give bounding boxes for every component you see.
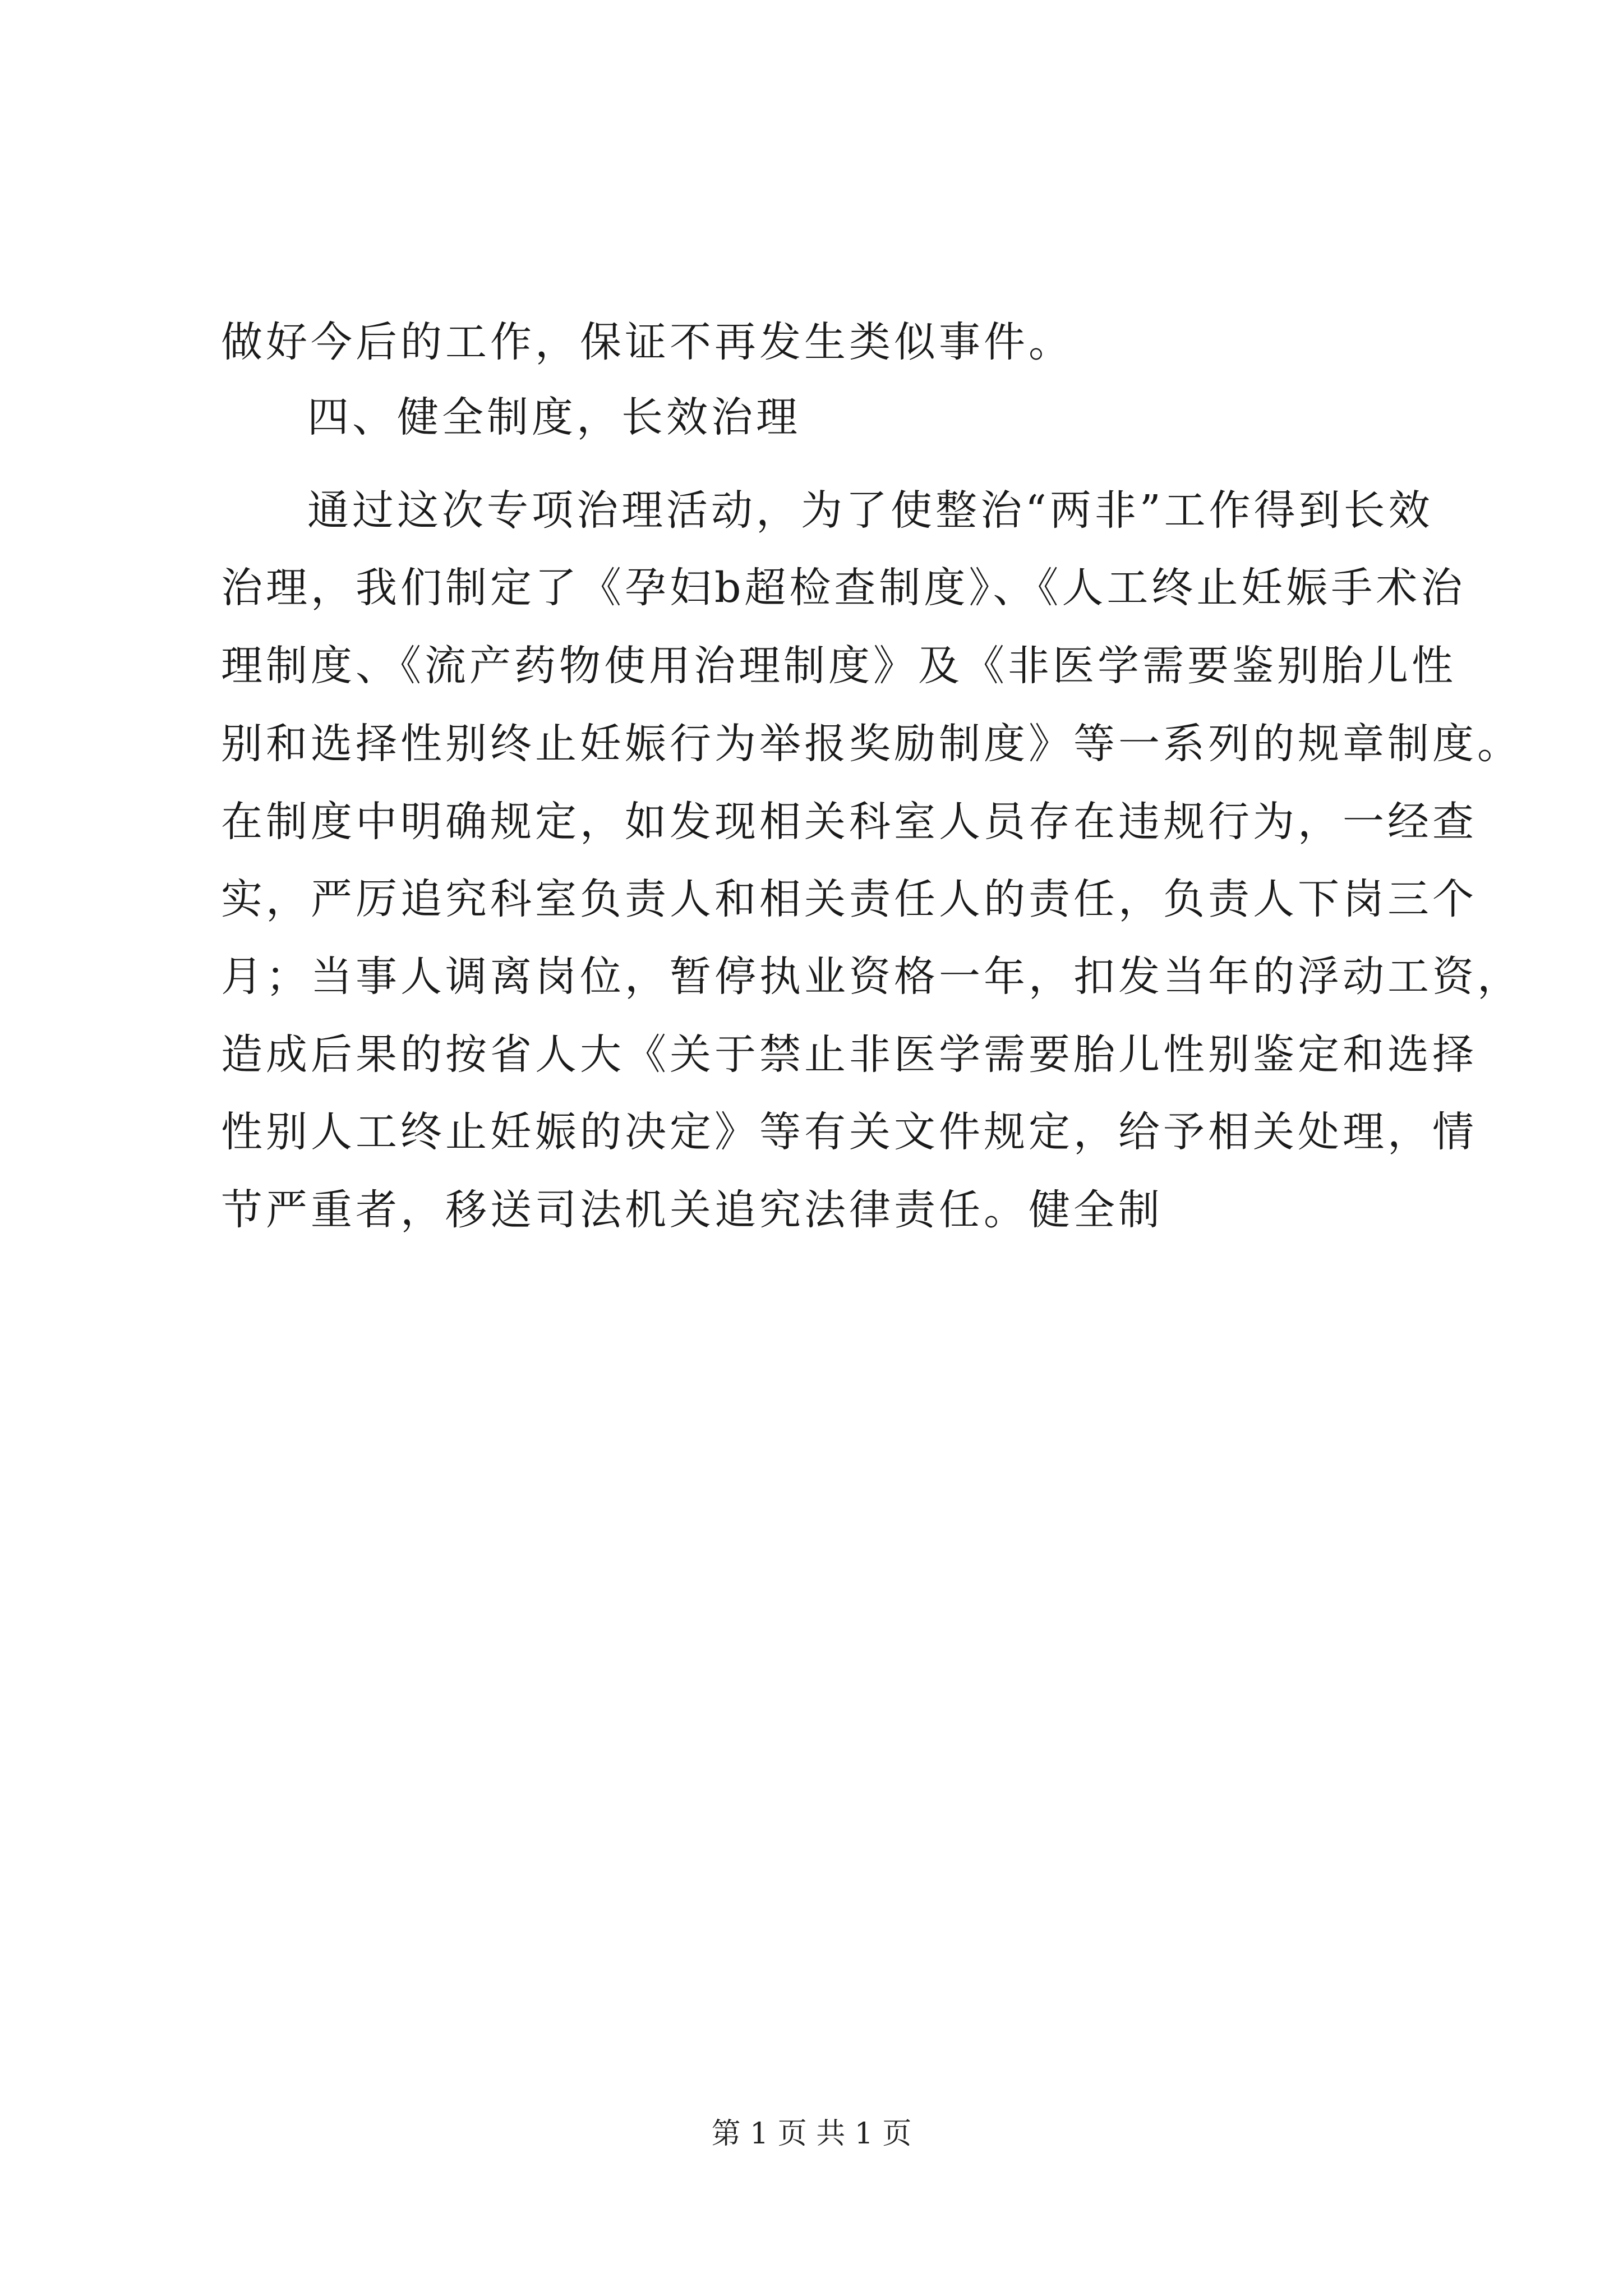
body-line-3: 通过这次专项治理活动，为了使整治“两非”工作得到长效 xyxy=(307,486,1433,535)
body-line-5: 理制度、《流产药物使用治理制度》及《非医学需要鉴别胎儿性 xyxy=(221,642,1456,690)
body-line-9: 月；当事人调离岗位，暂停执业资格一年，扣发当年的浮动工资， xyxy=(221,953,1522,1001)
body-line-7: 在制度中明确规定，如发现相关科室人员存在违规行为，一经查 xyxy=(221,798,1477,846)
body-line-8: 实，严厉追究科室负责人和相关责任人的责任，负责人下岗三个 xyxy=(221,875,1477,923)
body-line-1: 做好今后的工作，保证不再发生类似事件。 xyxy=(221,318,1073,366)
body-line-4: 治理，我们制定了《孕妇b超检查制度》、《人工终止妊娠手术治 xyxy=(221,564,1466,612)
page-number-footer: 第 1 页 共 1 页 xyxy=(711,2117,912,2151)
body-line-10: 造成后果的按省人大《关于禁止非医学需要胎儿性别鉴定和选择 xyxy=(221,1030,1477,1079)
body-line-11: 性别人工终止妊娠的决定》等有关文件规定，给予相关处理，情 xyxy=(221,1108,1477,1156)
body-line-6: 别和选择性别终止妊娠行为举报奖励制度》等一系列的规章制度。 xyxy=(221,720,1522,768)
section-heading: 四、健全制度，长效治理 xyxy=(307,393,801,441)
body-line-12: 节严重者，移送司法机关追究法律责任。健全制 xyxy=(221,1186,1163,1234)
